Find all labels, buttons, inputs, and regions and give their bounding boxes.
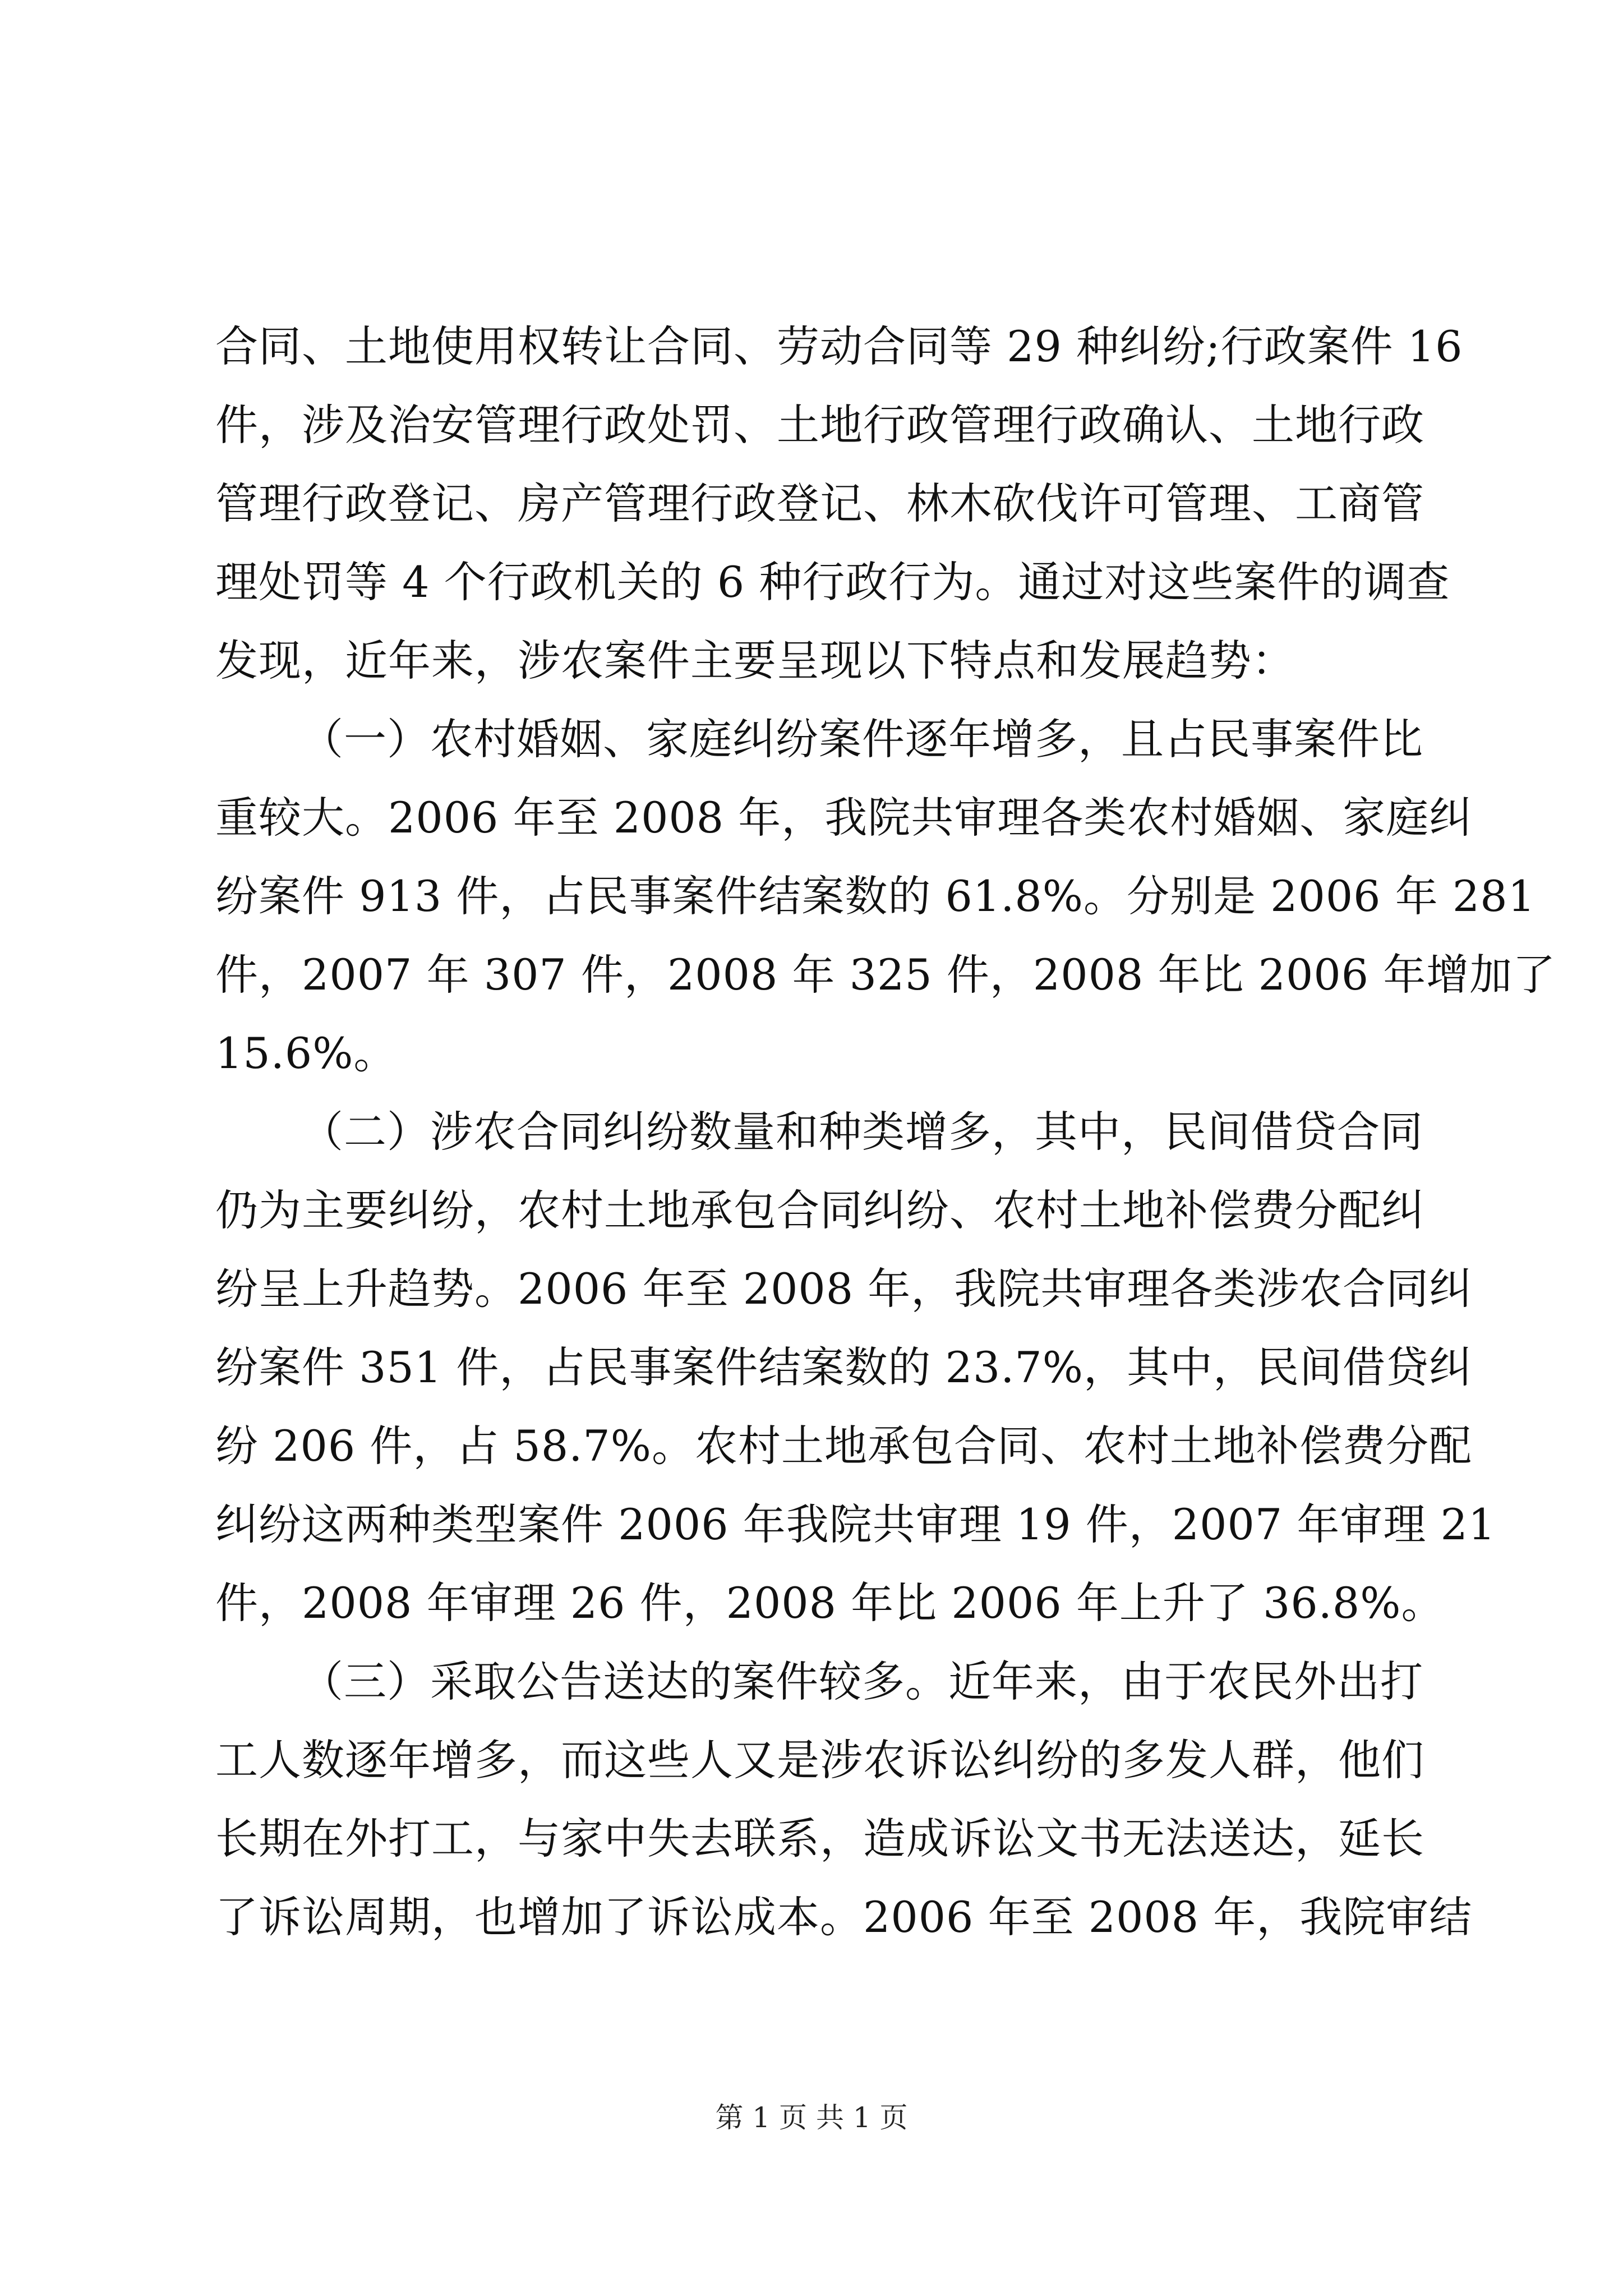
body-line: 工人数逐年增多，而这些人又是涉农诉讼纠纷的多发人群，他们 <box>215 1735 1424 1785</box>
body-line: 件，2007 年 307 件，2008 年 325 件，2008 年比 2006 年增加了 <box>215 950 1556 1000</box>
document-body <box>215 307 1556 1957</box>
body-line: 15.6%。 <box>215 1028 397 1078</box>
section-heading-line: （三）采取公告送达的案件较多。近年来，由于农民外出打 <box>301 1657 1423 1706</box>
body-line: 长期在外打工，与家中失去联系，造成诉讼文书无法送达，延长 <box>215 1814 1424 1864</box>
body-line: 件，2008 年审理 26 件，2008 年比 2006 年上升了 36.8%。 <box>215 1578 1445 1628</box>
body-line: 发现，近年来，涉农案件主要呈现以下特点和发展趋势： <box>215 636 1295 685</box>
body-line: 仍为主要纠纷，农村土地承包合同纠纷、农村土地补偿费分配纠 <box>215 1185 1424 1235</box>
body-line: 纷 206 件，占 58.7%。农村土地承包合同、农村土地补偿费分配 <box>215 1421 1472 1471</box>
body-line: 纷呈上升趋势。2006 年至 2008 年，我院共审理各类涉农合同纠 <box>215 1264 1473 1314</box>
body-line: 件，涉及治安管理行政处罚、土地行政管理行政确认、土地行政 <box>215 400 1424 450</box>
section-heading-line: （二）涉农合同纠纷数量和种类增多，其中，民间借贷合同 <box>301 1107 1423 1157</box>
body-line: 纷案件 351 件，占民事案件结案数的 23.7%，其中，民间借贷纠 <box>215 1342 1472 1392</box>
body-line: 纷案件 913 件，占民事案件结案数的 61.8%。分别是 2006 年 281 <box>215 871 1536 921</box>
body-line: 合同、土地使用权转让合同、劳动合同等 29 种纠纷;行政案件 16 <box>215 321 1463 371</box>
body-line: 了诉讼周期，也增加了诉讼成本。2006 年至 2008 年，我院审结 <box>215 1892 1473 1942</box>
body-line: 管理行政登记、房产管理行政登记、林木砍伐许可管理、工商管 <box>215 478 1424 528</box>
body-line: 理处罚等 4 个行政机关的 6 种行政行为。通过对这些案件的调查 <box>215 557 1450 607</box>
section-heading-line: （一）农村婚姻、家庭纠纷案件逐年增多，且占民事案件比 <box>301 714 1423 764</box>
page-number-footer: 第 1 页 共 1 页 <box>715 2101 908 2134</box>
body-line: 重较大。2006 年至 2008 年，我院共审理各类农村婚姻、家庭纠 <box>215 793 1473 843</box>
body-line: 纠纷这两种类型案件 2006 年我院共审理 19 件，2007 年审理 21 <box>215 1499 1496 1549</box>
